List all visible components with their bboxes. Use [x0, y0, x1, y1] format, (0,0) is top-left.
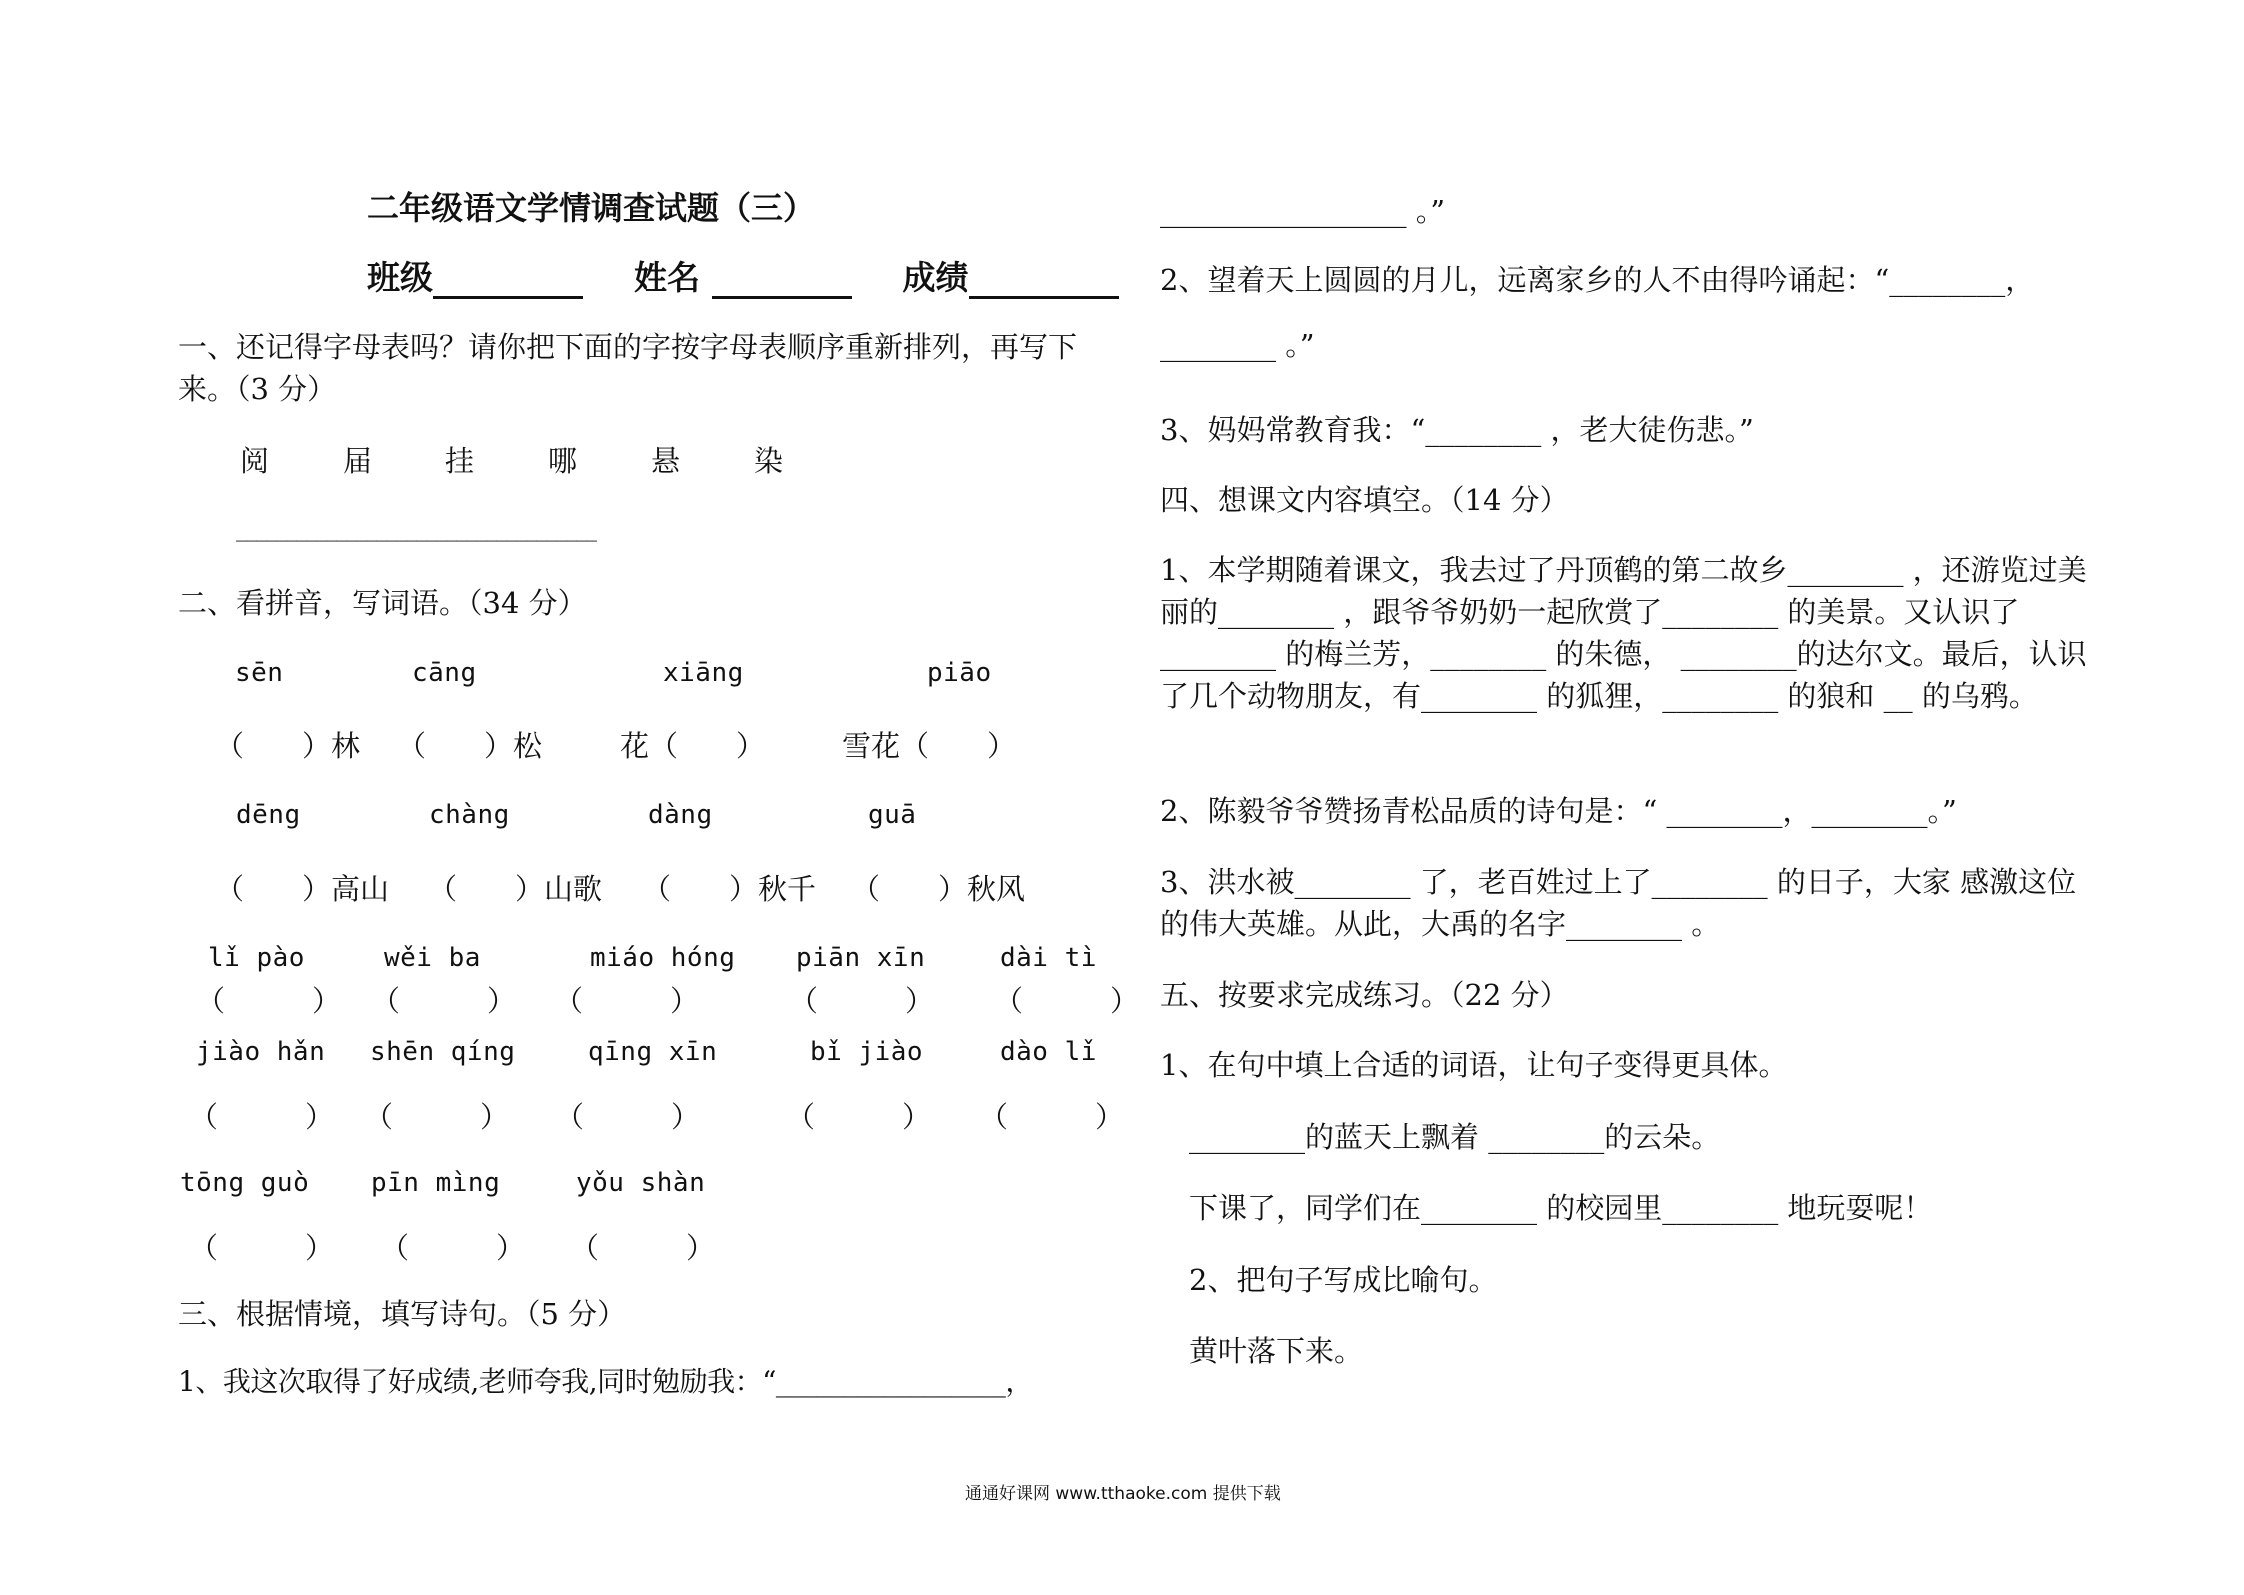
section-3-heading: 三、根据情境，填写诗句。（5 分）: [178, 1297, 627, 1331]
word-blank[interactable]: （ ）山歌: [428, 872, 603, 906]
class-label: 班级: [367, 258, 433, 297]
pinyin: tōng guò: [180, 1168, 310, 1198]
s3-question-2-cont: ________ 。”: [1160, 328, 1315, 362]
answer-paren[interactable]: （ ）: [979, 1100, 1125, 1134]
pinyin: shēn qíng: [370, 1037, 516, 1067]
name-label: 姓名: [634, 258, 700, 297]
char-1: 阅: [240, 444, 270, 478]
answer-paren[interactable]: （ ）: [371, 984, 517, 1018]
s5-sentence-c: 黄叶落下来。: [1189, 1334, 1364, 1368]
s3-question-1-continued: _________________ 。”: [1160, 194, 1446, 228]
pinyin: qīng xīn: [588, 1037, 718, 1067]
char-3: 挂: [445, 444, 475, 478]
char-4: 哪: [548, 444, 578, 478]
pinyin: dào lǐ: [1000, 1037, 1097, 1067]
s5-sentence-b: 下课了，同学们在________ 的校园里________ 地玩耍呢！: [1189, 1191, 1933, 1225]
answer-paren[interactable]: （ ）: [189, 1100, 335, 1134]
word-blank[interactable]: 雪花（ ）: [842, 729, 1017, 763]
page-title: 二年级语文学情调查试题（三）: [367, 189, 816, 227]
word-blank[interactable]: 花（ ）: [620, 729, 766, 763]
s1-answer-line[interactable]: ____________________________________: [236, 517, 596, 542]
student-info: [367, 252, 1119, 299]
answer-paren[interactable]: （ ）: [555, 1100, 701, 1134]
word-blank[interactable]: （ ）高山: [215, 872, 390, 906]
section-1-heading-cont: 来。（3 分）: [178, 372, 337, 406]
s4-question-1: 1、本学期随着课文，我去过了丹顶鹤的第二故乡________ ，还游览过美丽的________ ，跟爷爷奶奶一起欣赏了________ 的美景。又认识了________ 的梅兰芳，________ 的朱德， ________的达尔文。最后，认识了几个动物朋友，有________ 的狐狸，________ 的狼和 __ 的乌鸦。: [1160, 553, 2087, 713]
answer-paren[interactable]: （ ）: [364, 1100, 510, 1134]
answer-paren[interactable]: （ ）: [554, 984, 700, 1018]
pinyin: xiāng: [663, 658, 744, 688]
pinyin: guā: [868, 800, 917, 830]
char-5: 悬: [651, 444, 681, 478]
score-label: 成绩: [902, 258, 969, 297]
answer-paren[interactable]: （ ）: [789, 984, 935, 1018]
section-1-heading: 一、还记得字母表吗？请你把下面的字按字母表顺序重新排列，再写下: [178, 330, 1078, 364]
pinyin: sēn: [235, 658, 284, 688]
pinyin: yǒu shàn: [576, 1168, 706, 1198]
s5-sentence-a: ________的蓝天上飘着 ________的云朵。: [1189, 1120, 1721, 1154]
s3-question-3: 3、妈妈常教育我：“________ ，老大徒伤悲。”: [1160, 413, 1754, 447]
word-blank[interactable]: （ ）秋风: [851, 872, 1026, 906]
word-blank[interactable]: （ ）松: [397, 729, 543, 763]
s4-question-2: 2、陈毅爷爷赞扬青松品质的诗句是：“ ________，________。”: [1160, 794, 1957, 828]
s5-question-1: 1、在句中填上合适的词语，让句子变得更具体。: [1160, 1048, 1788, 1082]
char-6: 染: [754, 444, 784, 478]
section-2-heading: 二、看拼音，写词语。（34 分）: [178, 586, 587, 620]
s4-question-3: 3、洪水被________ 了，老百姓过上了________ 的日子，大家 感激这位的伟大英雄。从此，大禹的名字________ 。: [1160, 865, 2077, 941]
answer-paren[interactable]: （ ）: [994, 984, 1140, 1018]
pinyin: cāng: [412, 658, 477, 688]
char-2: 届: [343, 444, 373, 478]
score-field[interactable]: [969, 266, 1119, 299]
section-5-heading: 五、按要求完成练习。（22 分）: [1160, 978, 1569, 1012]
word-blank[interactable]: （ ）秋千: [642, 872, 817, 906]
s3-question-1: 1、我这次取得了好成绩,老师夸我,同时勉励我：“_________________，: [178, 1365, 1033, 1398]
pinyin: piān xīn: [796, 943, 926, 973]
answer-paren[interactable]: （ ）: [786, 1100, 932, 1134]
section-4-heading: 四、想课文内容填空。（14 分）: [1160, 483, 1569, 517]
answer-paren[interactable]: （ ）: [570, 1231, 716, 1265]
word-blank[interactable]: （ ）林: [215, 729, 361, 763]
name-field[interactable]: [712, 266, 852, 299]
pinyin: jiào hǎn: [196, 1037, 326, 1067]
pinyin: dài tì: [1000, 943, 1097, 973]
answer-paren[interactable]: （ ）: [189, 1231, 335, 1265]
footer-credit: 通通好课网 www.tthaoke.com 提供下载: [965, 1484, 1281, 1504]
pinyin: bǐ jiào: [810, 1037, 924, 1067]
pinyin: pīn mìng: [371, 1168, 501, 1198]
pinyin: lǐ pào: [208, 943, 305, 973]
pinyin: miáo hóng: [590, 943, 736, 973]
s3-question-2: 2、望着天上圆圆的月儿，远离家乡的人不由得吟诵起：“________，: [1160, 263, 2035, 297]
answer-paren[interactable]: （ ）: [380, 1231, 526, 1265]
pinyin: dàng: [648, 800, 713, 830]
pinyin: chàng: [429, 800, 510, 830]
s5-question-2: 2、把句子写成比喻句。: [1189, 1263, 1498, 1297]
class-field[interactable]: [433, 266, 583, 299]
pinyin: piāo: [927, 658, 992, 688]
answer-paren[interactable]: （ ）: [196, 984, 342, 1018]
pinyin: wěi ba: [384, 943, 481, 973]
pinyin: dēng: [236, 800, 301, 830]
